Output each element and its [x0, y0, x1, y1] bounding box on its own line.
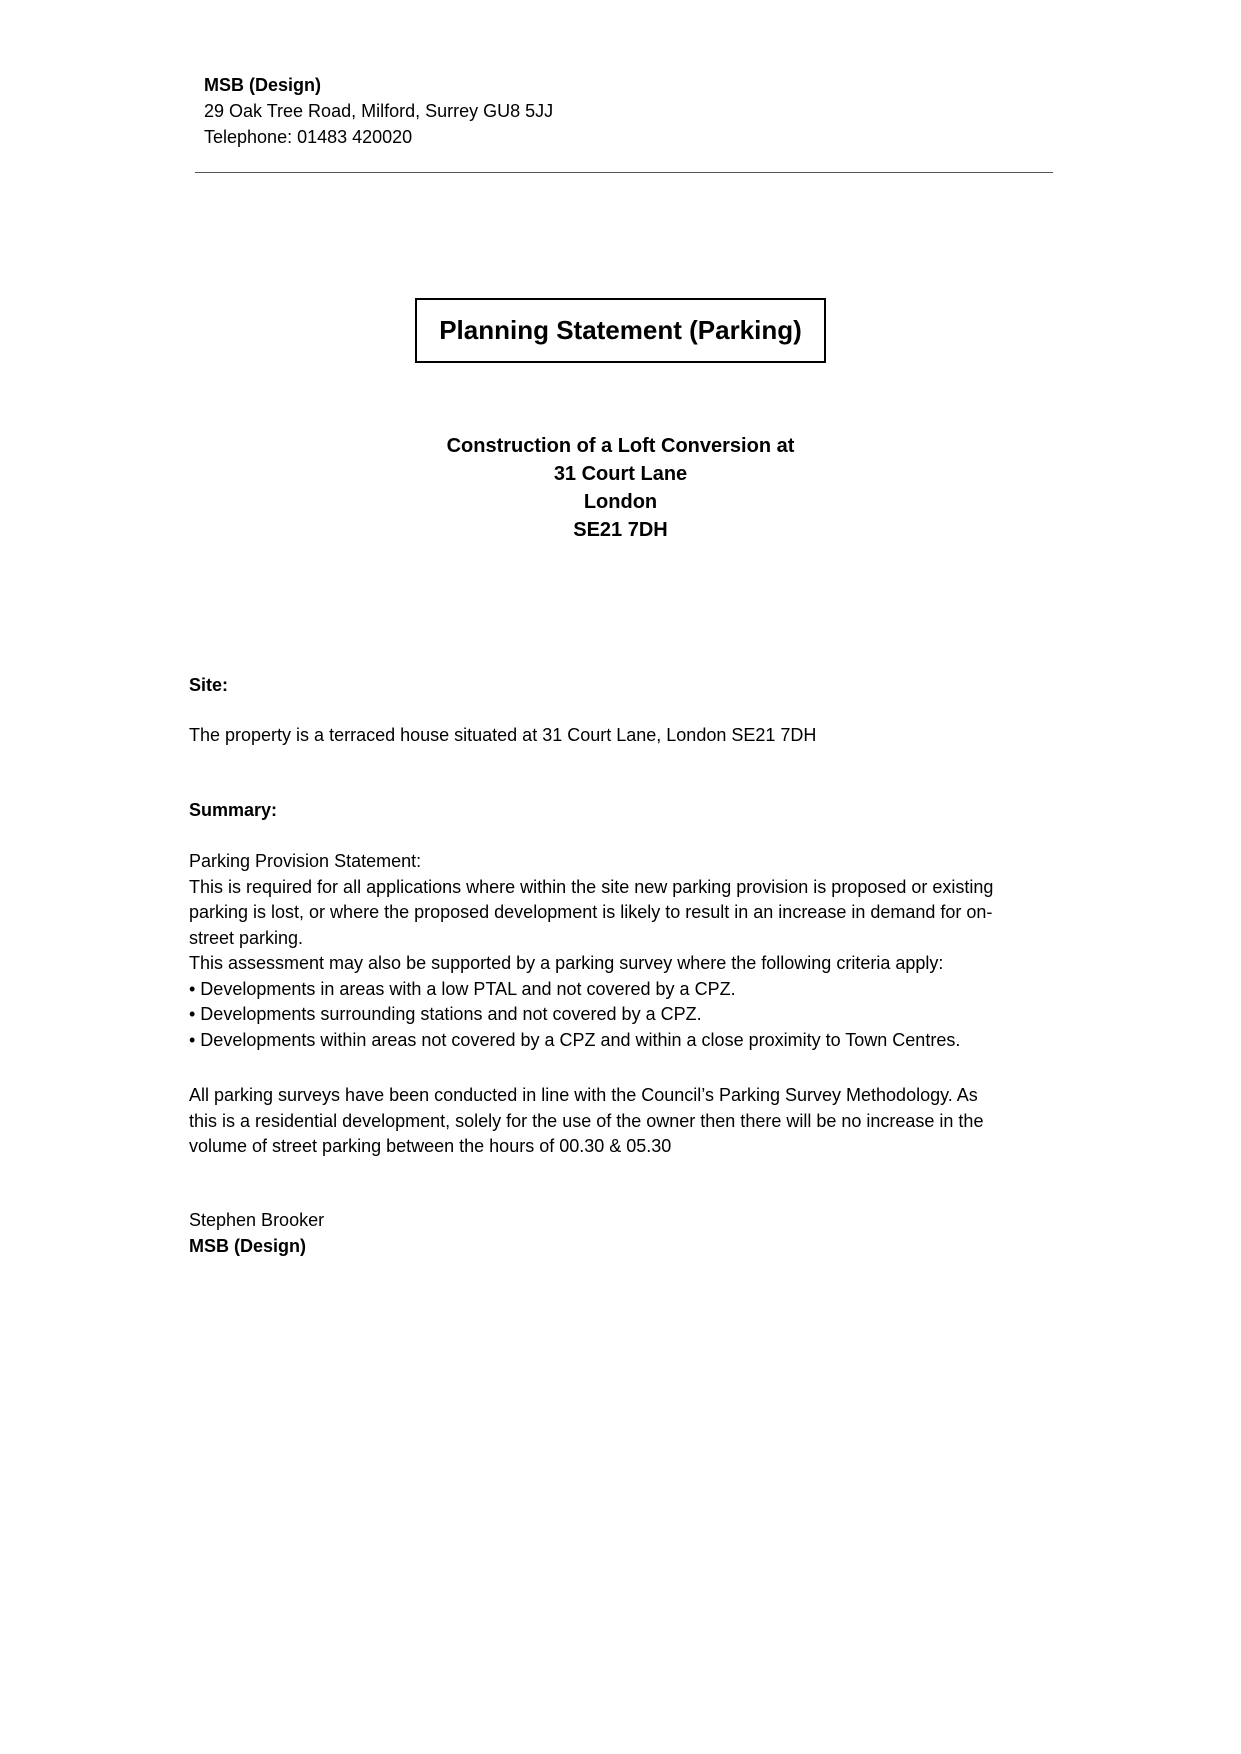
site-text: The property is a terraced house situated at 31 Court Lane, London SE21 7DH — [189, 725, 817, 745]
summary-line: street parking. — [189, 927, 304, 948]
summary-bullet: • Developments within areas not covered by a CPZ and within a close proximity to Town Centres. — [189, 1029, 961, 1050]
summary-paragraph-2-line: volume of street parking between the hours of 00.30 & 05.30 — [189, 1136, 672, 1156]
summary-line: This is required for all applications where within the site new parking provision is proposed or existing — [189, 876, 994, 897]
summary-paragraph-2-line: this is a residential development, solely for the use of the owner then there will be no increase in the — [189, 1110, 984, 1131]
summary-bullet: • Developments in areas with a low PTAL and not covered by a CPZ. — [189, 978, 736, 999]
summary-paragraph-2-line: All parking surveys have been conducted in line with the Council’s Parking Survey Methodology. As — [189, 1085, 978, 1105]
subject-line-1: Construction of a Loft Conversion at — [446, 435, 795, 457]
subject-line-4: SE21 7DH — [573, 519, 668, 541]
letterhead-divider — [195, 172, 1053, 173]
summary-paragraph-2 — [189, 1083, 1059, 1160]
signature-block — [189, 1208, 1059, 1259]
project-subject — [0, 432, 1241, 544]
site-heading: Site: — [189, 675, 229, 695]
summary-line: This assessment may also be supported by a parking survey where the following criteria apply: — [189, 953, 944, 973]
site-text-block — [189, 723, 1059, 749]
letterhead-telephone: Telephone: 01483 420020 — [204, 127, 413, 147]
subject-line-3: London — [583, 491, 658, 513]
summary-line: parking is lost, or where the proposed development is likely to result in an increase in demand for on- — [189, 902, 993, 922]
letterhead — [204, 72, 553, 150]
summary-bullet: • Developments surrounding stations and not covered by a CPZ. — [189, 1004, 702, 1024]
letterhead-address: 29 Oak Tree Road, Milford, Surrey GU8 5JJ — [204, 101, 554, 121]
site-heading-block — [189, 673, 1059, 699]
signature-name: Stephen Brooker — [189, 1210, 325, 1230]
signature-company: MSB (Design) — [189, 1235, 306, 1256]
letterhead-company: MSB (Design) — [204, 75, 321, 95]
summary-line: Parking Provision Statement: — [189, 851, 422, 871]
summary-paragraph-1 — [189, 849, 1059, 1053]
subject-line-2: 31 Court Lane — [553, 463, 688, 485]
document-title-text: Planning Statement (Parking) — [439, 315, 802, 345]
summary-heading-block — [189, 798, 1059, 824]
document-title — [415, 298, 826, 363]
summary-heading: Summary: — [189, 800, 278, 820]
